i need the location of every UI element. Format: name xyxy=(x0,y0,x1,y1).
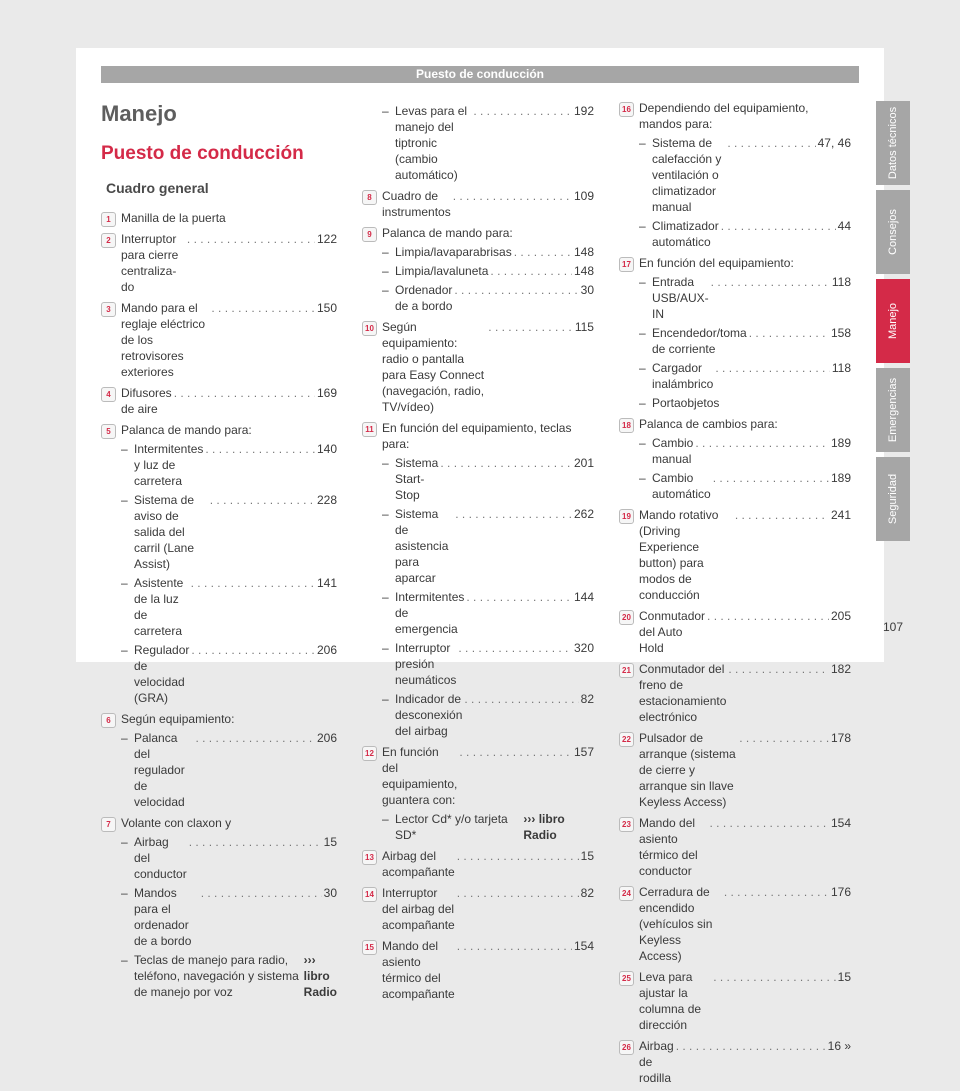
page-reference: 206 xyxy=(316,643,337,657)
sub-item xyxy=(639,360,851,392)
list-item xyxy=(365,744,594,843)
sub-item xyxy=(382,640,594,688)
page-reference: 206 xyxy=(316,731,337,745)
leader-dots xyxy=(455,506,572,522)
entry-line xyxy=(395,455,594,503)
list-item xyxy=(367,225,594,314)
entry-line xyxy=(382,938,594,1002)
list-item xyxy=(622,969,851,1033)
item-number-badge: 17 xyxy=(619,257,634,272)
entry-line xyxy=(639,730,851,810)
sub-item xyxy=(639,435,851,467)
entry-text: – Asistente de la luz de carretera xyxy=(134,576,184,638)
entry-line xyxy=(652,218,851,250)
entry-line xyxy=(395,589,594,637)
entry-text: Airbag de rodilla xyxy=(639,1039,674,1085)
side-tab-label: Manejo xyxy=(887,302,900,340)
entry-line xyxy=(382,188,594,220)
leader-dots xyxy=(187,231,315,247)
leader-dots xyxy=(191,642,315,658)
leader-dots xyxy=(715,360,830,376)
page-reference: 169 xyxy=(316,386,337,400)
list-item xyxy=(367,188,594,220)
entry-line xyxy=(134,441,337,489)
sub-item xyxy=(121,441,337,489)
item-number-badge: 3 xyxy=(101,302,116,317)
page-reference: 148 xyxy=(573,264,594,278)
entry-line xyxy=(652,135,851,215)
list-item xyxy=(365,319,594,415)
entry-text: Según equipamiento: radio o pantalla para Easy Connect (navegación, radio, TV/vídeo) xyxy=(382,320,485,414)
item-number-badge: 14 xyxy=(362,887,377,902)
sub-item xyxy=(382,282,594,314)
page-reference: 16 » xyxy=(827,1039,851,1053)
page-reference: 158 xyxy=(830,326,851,340)
entry-text: Conmutador del freno de estacionamiento electrónico xyxy=(639,662,727,724)
entry-line xyxy=(121,711,337,727)
leader-dots xyxy=(466,589,572,605)
entry-line xyxy=(134,492,337,572)
entry-line xyxy=(395,244,594,260)
item-number-badge: 24 xyxy=(619,886,634,901)
sub-item xyxy=(382,244,594,260)
list-item xyxy=(106,231,337,295)
leader-dots xyxy=(205,441,315,457)
leader-dots xyxy=(695,435,829,451)
entry-line xyxy=(395,103,594,183)
page-reference: 189 xyxy=(830,436,851,450)
sub-item xyxy=(382,691,594,739)
item-number-badge: 12 xyxy=(362,746,377,761)
list-item xyxy=(106,300,337,380)
entry-text: – Sistema de asistencia para aparcar xyxy=(395,507,449,585)
sub-item xyxy=(639,218,851,250)
entry-text: – Lector Cd* y/o tarjeta SD* xyxy=(395,812,508,842)
item-number-badge: 4 xyxy=(101,387,116,402)
column-right xyxy=(619,100,851,1091)
entry-text: – Ordenador de a bordo xyxy=(395,283,453,313)
page-reference: 262 xyxy=(573,507,594,521)
page-reference: 115 xyxy=(574,320,594,334)
entry-text: Mando del asiento térmico del conductor xyxy=(639,816,698,878)
section-header-bar: Puesto de conducción xyxy=(101,66,859,83)
cross-reference: ››› libro Radio xyxy=(303,953,337,999)
page-reference: 189 xyxy=(830,471,851,485)
list-item xyxy=(106,422,337,706)
leader-dots xyxy=(724,884,829,900)
page-reference: 154 xyxy=(573,939,594,953)
entry-text: – Intermitentes y luz de carretera xyxy=(134,442,204,488)
subsection-title: Cuadro general xyxy=(106,180,209,196)
sub-item xyxy=(121,952,337,1000)
entry-text: – Entrada USB/AUX-IN xyxy=(652,275,709,321)
page-reference: 150 xyxy=(316,301,337,315)
item-number-badge: 26 xyxy=(619,1040,634,1055)
page-reference: 241 xyxy=(830,508,851,522)
entry-text: Palanca de cambios para: xyxy=(639,417,778,431)
item-number-badge: 11 xyxy=(362,422,377,437)
leader-dots xyxy=(711,274,830,290)
item-number-badge: 6 xyxy=(101,713,116,728)
entry-text: – Mandos para el ordenador de a bordo xyxy=(134,886,192,948)
entry-text: Cuadro de instrumentos xyxy=(382,189,451,219)
leader-dots xyxy=(195,730,315,746)
sub-item xyxy=(121,730,337,810)
entry-text: Manilla de la puerta xyxy=(121,211,226,225)
entry-text: Palanca de mando para: xyxy=(382,226,513,240)
entry-text: – Interruptor presión neumáticos xyxy=(395,641,457,687)
sub-item xyxy=(639,274,851,322)
page-reference: 178 xyxy=(830,731,851,745)
entry-line xyxy=(639,815,851,879)
page-reference: 15 xyxy=(323,835,337,849)
entry-line xyxy=(639,1038,851,1086)
list-item xyxy=(365,420,594,739)
entry-text: Airbag del acompañante xyxy=(382,849,455,879)
leader-dots xyxy=(488,319,573,335)
page-reference: 118 xyxy=(831,275,851,289)
leader-dots xyxy=(514,244,572,260)
page-reference: 176 xyxy=(830,885,851,899)
entry-line xyxy=(382,319,594,415)
leader-dots xyxy=(710,815,829,831)
item-number-badge: 7 xyxy=(101,817,116,832)
item-number-badge: 9 xyxy=(362,227,377,242)
entry-text: En función del equipamiento: xyxy=(639,256,794,270)
entry-text: – Cambio manual xyxy=(652,436,694,466)
entry-text: – Limpia/lavaluneta xyxy=(395,264,489,278)
entry-text: En función del equipamiento, guantera con: xyxy=(382,745,458,807)
leader-dots xyxy=(473,103,572,119)
list-item xyxy=(382,103,594,183)
entry-line xyxy=(134,575,337,639)
entry-text: – Levas para el manejo del tiptronic (cambio automático) xyxy=(395,104,468,182)
list-item xyxy=(106,815,337,1000)
sub-item xyxy=(639,135,851,215)
list-item xyxy=(622,507,851,603)
entry-text: Mando del asiento térmico del acompañante xyxy=(382,939,455,1001)
entry-text: – Portaobjetos xyxy=(652,396,720,410)
column-left xyxy=(101,210,337,1005)
entry-line xyxy=(395,506,594,586)
page-reference: 122 xyxy=(316,232,337,246)
leader-dots xyxy=(453,188,572,204)
entry-text: Interruptor para cierre centraliza-do xyxy=(121,232,179,294)
list-item xyxy=(622,416,851,502)
leader-dots xyxy=(210,492,315,508)
leader-dots xyxy=(735,507,829,523)
page-reference: 82 xyxy=(580,692,594,706)
sub-item xyxy=(382,455,594,503)
leader-dots xyxy=(191,575,315,591)
entry-line xyxy=(121,210,337,226)
entry-text: – Teclas de manejo para radio, teléfono, navegación y sistema de manejo por voz xyxy=(134,953,299,999)
sub-item xyxy=(121,492,337,572)
leader-dots xyxy=(174,385,315,401)
entry-line xyxy=(639,661,851,725)
sub-item xyxy=(639,395,851,411)
page-reference: 182 xyxy=(830,662,851,676)
entry-line xyxy=(382,420,594,452)
entry-line xyxy=(121,422,337,438)
list-item xyxy=(106,210,337,226)
entry-line xyxy=(134,642,337,706)
entry-line xyxy=(134,730,337,810)
side-tabs xyxy=(876,101,910,546)
page-number: 107 xyxy=(883,620,904,634)
entry-text: Mando para el reglaje eléctrico de los retrovisores exteriores xyxy=(121,301,206,379)
leader-dots xyxy=(457,848,579,864)
page-reference: 15 xyxy=(580,849,594,863)
sub-item xyxy=(121,575,337,639)
page-reference: 205 xyxy=(830,609,851,623)
entry-text: – Climatizador automático xyxy=(652,219,719,249)
item-number-badge: 13 xyxy=(362,850,377,865)
page-reference: 192 xyxy=(573,104,594,118)
leader-dots xyxy=(707,608,829,624)
entry-line xyxy=(652,435,851,467)
entry-text: – Sistema de calefacción y ventilación o climatizador manual xyxy=(652,136,722,214)
entry-line xyxy=(382,848,594,880)
page-reference: 141 xyxy=(316,576,337,590)
entry-text: – Regulador de velocidad (GRA) xyxy=(134,643,190,705)
leader-dots xyxy=(464,691,578,707)
leader-dots xyxy=(459,744,572,760)
entry-line xyxy=(639,969,851,1033)
item-number-badge: 21 xyxy=(619,663,634,678)
entry-line xyxy=(652,360,851,392)
sub-item xyxy=(639,470,851,502)
entry-text: – Sistema Start-Stop xyxy=(395,456,439,502)
leader-dots xyxy=(721,218,836,234)
entry-line xyxy=(639,100,851,132)
entry-line xyxy=(639,884,851,964)
sub-item xyxy=(121,834,337,882)
page-reference: 118 xyxy=(831,361,851,375)
entry-text: Conmutador del Auto Hold xyxy=(639,609,706,655)
list-item xyxy=(106,711,337,810)
item-number-badge: 5 xyxy=(101,424,116,439)
entry-line xyxy=(639,416,851,432)
entry-text: – Airbag del conductor xyxy=(134,835,187,881)
page-reference: 140 xyxy=(316,442,337,456)
leader-dots xyxy=(739,730,829,746)
page-reference: 109 xyxy=(573,189,594,203)
page-reference: 157 xyxy=(573,745,594,759)
leader-dots xyxy=(440,455,572,471)
item-number-badge: 10 xyxy=(362,321,377,336)
page-reference: 148 xyxy=(573,245,594,259)
leader-dots xyxy=(490,263,572,279)
entry-text: Interruptor del airbag del acompañante xyxy=(382,886,455,932)
sub-item xyxy=(639,325,851,357)
side-tab-label: Seguridad xyxy=(887,473,899,525)
list-item xyxy=(622,815,851,879)
list-item xyxy=(106,385,337,417)
item-number-badge: 8 xyxy=(362,190,377,205)
leader-dots xyxy=(189,834,322,850)
list-item xyxy=(365,848,594,880)
item-number-badge: 19 xyxy=(619,509,634,524)
page-reference: 201 xyxy=(573,456,594,470)
leader-dots xyxy=(458,640,572,656)
item-number-badge: 16 xyxy=(619,102,634,117)
list-item xyxy=(622,255,851,411)
leader-dots xyxy=(201,885,322,901)
entry-line xyxy=(652,325,851,357)
page-reference: 15 xyxy=(837,970,851,984)
leader-dots xyxy=(457,938,572,954)
item-number-badge: 20 xyxy=(619,610,634,625)
item-number-badge: 18 xyxy=(619,418,634,433)
side-tab-datos-técnicos[interactable] xyxy=(876,101,910,185)
leader-dots xyxy=(211,300,315,316)
entry-line xyxy=(121,815,337,831)
item-number-badge: 15 xyxy=(362,940,377,955)
page-reference: 82 xyxy=(580,886,594,900)
entry-text: Cerradura de encendido (vehículos sin Keyless Access) xyxy=(639,885,713,963)
entry-line xyxy=(382,885,594,933)
entry-text: – Cargador inalámbrico xyxy=(652,361,714,391)
entry-text: – Palanca del regulador de velocidad xyxy=(134,731,185,809)
leader-dots xyxy=(676,1038,826,1054)
chapter-title: Manejo xyxy=(101,101,177,126)
entry-text: – Sistema de aviso de salida del carril (Lane Assist) xyxy=(134,493,195,571)
leader-dots xyxy=(457,885,579,901)
page-reference: 154 xyxy=(830,816,851,830)
entry-line xyxy=(652,470,851,502)
entry-text: En función del equipamiento, teclas para: xyxy=(382,421,572,451)
leader-dots xyxy=(454,282,578,298)
entry-line xyxy=(639,255,851,271)
side-tab-emergencias[interactable] xyxy=(876,368,910,452)
entry-line xyxy=(395,263,594,279)
entry-line xyxy=(652,395,851,411)
list-item xyxy=(622,100,851,250)
item-number-badge: 25 xyxy=(619,971,634,986)
item-number-badge: 22 xyxy=(619,732,634,747)
entry-line xyxy=(395,282,594,314)
entry-text: Leva para ajustar la columna de dirección xyxy=(639,970,702,1032)
item-number-badge: 1 xyxy=(101,212,116,227)
page-reference: 30 xyxy=(580,283,594,297)
entry-text: Difusores de aire xyxy=(121,386,172,416)
leader-dots xyxy=(749,325,829,341)
entry-line xyxy=(639,507,851,603)
sub-item xyxy=(382,506,594,586)
section-title: Puesto de conducción xyxy=(101,143,304,164)
list-item xyxy=(622,1038,851,1086)
list-item xyxy=(622,608,851,656)
entry-line xyxy=(395,811,594,843)
cross-reference: ››› libro Radio xyxy=(523,812,565,842)
entry-line xyxy=(134,885,337,949)
entry-text: – Indicador de desconexión del airbag xyxy=(395,692,463,738)
side-tab-label: Consejos xyxy=(887,209,900,255)
entry-text: – Cambio automático xyxy=(652,471,711,501)
page-reference: 320 xyxy=(573,641,594,655)
entry-line xyxy=(134,952,337,1000)
entry-text: Según equipamiento: xyxy=(121,712,235,726)
entry-text: – Intermitentes de emergencia xyxy=(395,590,465,636)
sub-item xyxy=(382,589,594,637)
side-tab-label: Datos técnicos xyxy=(887,106,899,180)
entry-text: – Limpia/lavaparabrisas xyxy=(395,245,512,259)
entry-line xyxy=(121,385,337,417)
list-item xyxy=(622,730,851,810)
list-item xyxy=(622,884,851,964)
entry-text: Volante con claxon y xyxy=(121,816,232,830)
list-item xyxy=(622,661,851,725)
side-tab-consejos[interactable] xyxy=(876,190,910,274)
entry-line xyxy=(134,834,337,882)
entry-line xyxy=(382,225,594,241)
page-reference: 228 xyxy=(316,493,337,507)
leader-dots xyxy=(713,470,829,486)
sub-item xyxy=(121,885,337,949)
page-reference: 30 xyxy=(323,886,337,900)
list-item xyxy=(365,938,594,1002)
entry-line xyxy=(639,608,851,656)
entry-text: Dependiendo del equipamiento, mandos para: xyxy=(639,101,809,131)
page-reference: 144 xyxy=(573,590,594,604)
entry-line xyxy=(121,300,337,380)
leader-dots xyxy=(728,661,829,677)
item-number-badge: 23 xyxy=(619,817,634,832)
sub-item xyxy=(382,811,594,843)
sub-item xyxy=(382,103,594,183)
entry-text: Palanca de mando para: xyxy=(121,423,252,437)
entry-text: Pulsador de arranque (sistema de cierre y arranque sin llave Keyless Access) xyxy=(639,731,736,809)
column-middle xyxy=(362,100,594,1007)
entry-line xyxy=(652,274,851,322)
entry-line xyxy=(382,744,594,808)
entry-line xyxy=(121,231,337,295)
entry-line xyxy=(395,640,594,688)
entry-text: Mando rotativo (Driving Experience button) para modos de conducción xyxy=(639,508,719,602)
list-item xyxy=(365,885,594,933)
leader-dots xyxy=(713,969,835,985)
side-tab-seguridad[interactable] xyxy=(876,457,910,541)
side-tab-manejo[interactable] xyxy=(876,279,910,363)
page-reference: 44 xyxy=(837,219,851,233)
side-tab-label: Emergencias xyxy=(887,377,900,443)
sub-item xyxy=(121,642,337,706)
leader-dots xyxy=(727,135,815,151)
page-reference: 47, 46 xyxy=(817,136,851,150)
sub-item xyxy=(382,263,594,279)
item-number-badge: 2 xyxy=(101,233,116,248)
entry-line xyxy=(395,691,594,739)
entry-text: – Encendedor/toma de corriente xyxy=(652,326,747,356)
